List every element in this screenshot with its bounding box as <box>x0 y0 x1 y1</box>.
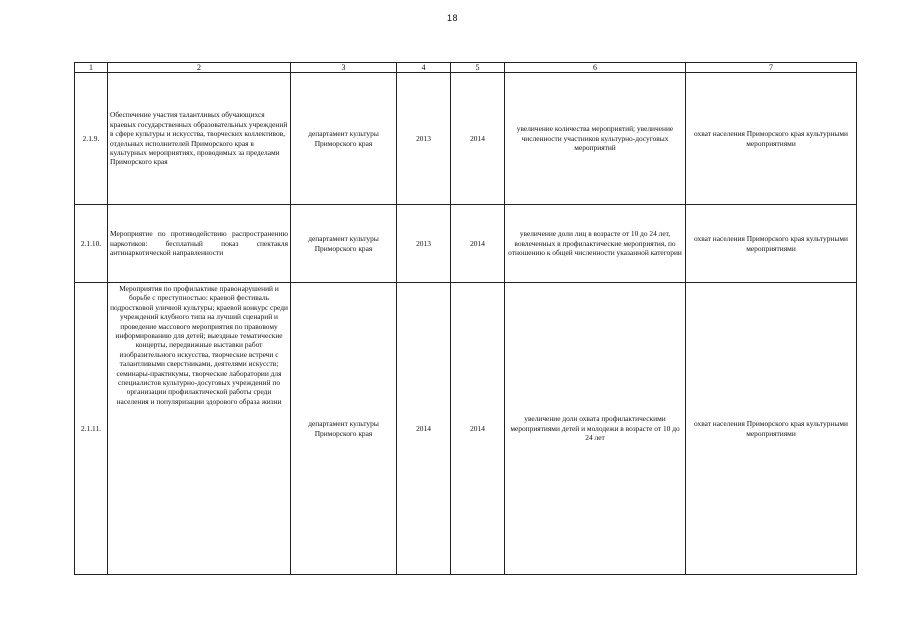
target-indicator: охват населения Приморского края культурными мероприятиями <box>686 283 857 575</box>
table-row <box>75 73 857 205</box>
executor: департамент культуры Приморского края <box>291 283 397 575</box>
event-description: Мероприятия по профилактике правонарушений и борьбе с преступностью: краевой фестиваль подростковой уличной культуры; краевой конкурс среди учреждений клубного типа на лучший сценарий и проведение массового мероприятия по правовому информированию для детей; выездные тематические концерты, передвижные выставки работ изобразительного искусства, творческие встречи с талантливыми сверстниками, деятелями искусств; семинары-практикумы, творческие лаборатории для специалистов культурно-досуговых учреждений по организации профилактической работы среди населения и популяризации здорового образа жизни <box>108 283 291 575</box>
event-description: Мероприятие по противодействию распространению наркотиков: бесплатный показ спектакля антинаркотической направленности <box>108 205 291 283</box>
header-col-3: 3 <box>291 63 397 73</box>
header-col-5: 5 <box>451 63 505 73</box>
program-activities-table <box>74 62 857 575</box>
header-col-7: 7 <box>686 63 857 73</box>
header-col-2: 2 <box>108 63 291 73</box>
expected-result: увеличение доли охвата профилактическими мероприятиями детей и молодежи в возрасте от 10 до 24 лет <box>505 283 686 575</box>
end-year: 2014 <box>451 205 505 283</box>
start-year: 2014 <box>397 283 451 575</box>
header-col-4: 4 <box>397 63 451 73</box>
end-year: 2014 <box>451 73 505 205</box>
executor: департамент культуры Приморского края <box>291 205 397 283</box>
table-row <box>75 205 857 283</box>
table-row <box>75 283 857 575</box>
start-year: 2013 <box>397 73 451 205</box>
expected-result: увеличение количества мероприятий; увеличение численности участников культурно-досуговых мероприятий <box>505 73 686 205</box>
table-header <box>75 63 857 73</box>
start-year: 2013 <box>397 205 451 283</box>
target-indicator: охват населения Приморского края культурными мероприятиями <box>686 73 857 205</box>
header-col-1: 1 <box>75 63 108 73</box>
row-number: 2.1.11. <box>75 283 108 575</box>
row-number: 2.1.10. <box>75 205 108 283</box>
end-year: 2014 <box>451 283 505 575</box>
expected-result: увеличение доли лиц в возрасте от 10 до 24 лет, вовлеченных в профилактические мероприятия, по отношению к общей численности указанной категории <box>505 205 686 283</box>
executor: департамент культуры Приморского края <box>291 73 397 205</box>
event-description: Обеспечение участия талантливых обучающихся краевых государственных образовательных учреждений в сфере культуры и искусства, творческих коллективов, отдельных исполнителей Приморского края в культурных мероприятиях, проводимых за пределами Приморского края <box>108 73 291 205</box>
target-indicator: охват населения Приморского края культурными мероприятиями <box>686 205 857 283</box>
row-number: 2.1.9. <box>75 73 108 205</box>
page-number: 18 <box>446 13 458 23</box>
header-col-6: 6 <box>505 63 686 73</box>
